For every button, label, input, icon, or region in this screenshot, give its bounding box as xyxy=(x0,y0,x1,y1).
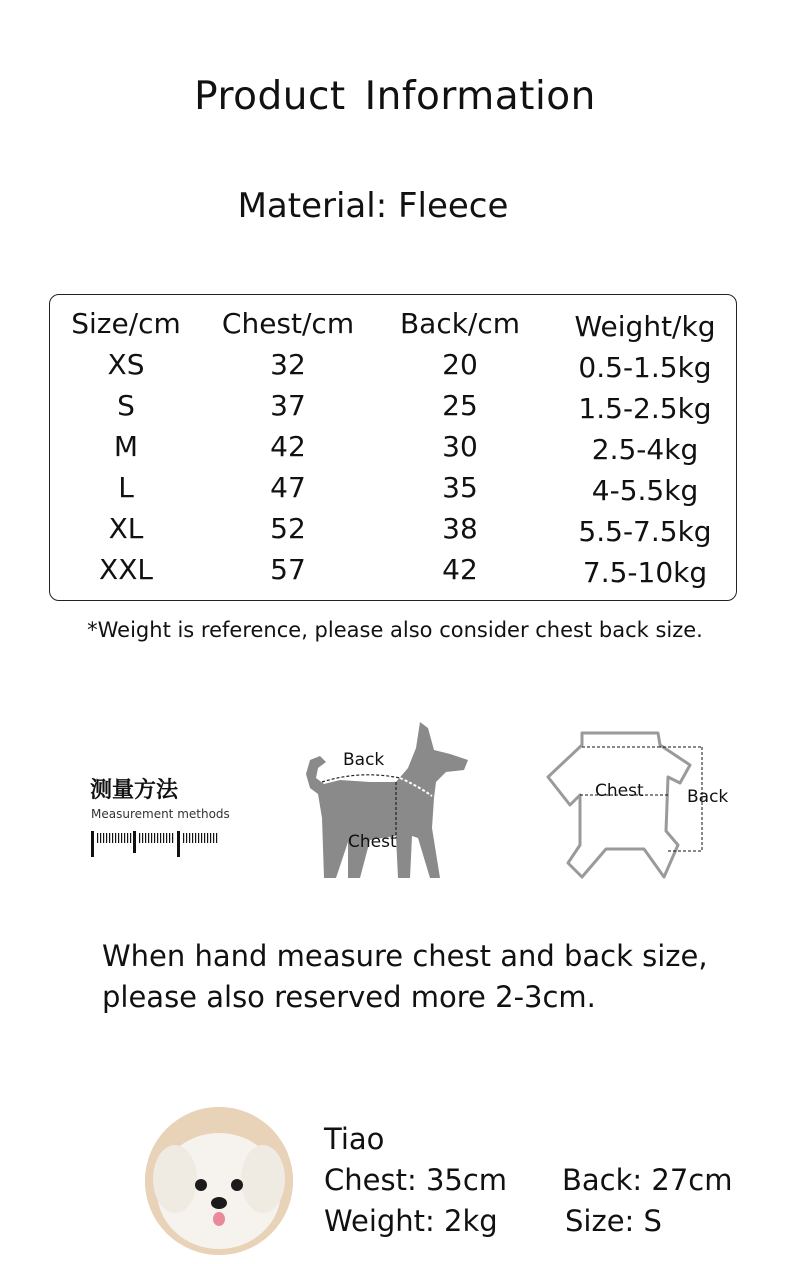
measurement-title-zh: 测量方法 xyxy=(90,778,179,803)
cell-chest: 57 xyxy=(270,553,306,586)
cell-weight: 5.5-7.5kg xyxy=(578,515,712,548)
advice-line-1: When hand measure chest and back size, xyxy=(102,939,708,973)
cell-chest: 32 xyxy=(270,348,306,381)
weight-note: *Weight is reference, please also consider chest back size. xyxy=(87,618,703,642)
dog-silhouette-icon xyxy=(300,718,475,886)
cell-size: XXL xyxy=(99,553,153,586)
size-table xyxy=(49,294,737,601)
header-chest: Chest/cm xyxy=(221,307,355,340)
cell-chest: 47 xyxy=(270,471,306,504)
cell-weight: 4-5.5kg xyxy=(591,474,699,507)
cell-back: 42 xyxy=(442,553,478,586)
advice-line-2: please also reserved more 2-3cm. xyxy=(102,980,596,1014)
cell-back: 35 xyxy=(442,471,478,504)
cell-back: 25 xyxy=(442,389,478,422)
dog-measure-diagram xyxy=(300,718,475,886)
ruler-icon xyxy=(91,831,219,857)
model-name: Tiao xyxy=(324,1122,385,1156)
cell-weight: 0.5-1.5kg xyxy=(578,351,712,384)
cell-size: L xyxy=(118,471,134,504)
dog-back-label: Back xyxy=(343,750,385,770)
page-title: Product Information xyxy=(194,74,596,119)
suit-back-label: Back xyxy=(687,787,729,807)
header-back: Back/cm xyxy=(399,307,521,340)
cell-back: 30 xyxy=(442,430,478,463)
dog-photo-icon xyxy=(145,1107,293,1255)
cell-chest: 42 xyxy=(270,430,306,463)
cell-back: 20 xyxy=(442,348,478,381)
cell-chest: 37 xyxy=(270,389,306,422)
cell-size: XL xyxy=(108,512,144,545)
measurement-title-en: Measurement methods xyxy=(91,807,230,821)
dog-chest-label: Chest xyxy=(348,832,397,852)
dog-avatar xyxy=(145,1107,293,1255)
cell-back: 38 xyxy=(442,512,478,545)
cell-weight: 1.5-2.5kg xyxy=(578,392,712,425)
cell-size: M xyxy=(113,430,139,463)
header-weight: Weight/kg xyxy=(574,310,716,343)
model-chest: Chest: 35cm xyxy=(324,1163,508,1197)
measure-advice xyxy=(102,936,742,1018)
material-text: Material: Fleece xyxy=(237,186,509,226)
cell-size: XS xyxy=(107,348,145,381)
cell-chest: 52 xyxy=(270,512,306,545)
model-size: Size: S xyxy=(565,1204,662,1238)
model-weight: Weight: 2kg xyxy=(324,1204,498,1238)
cell-weight: 2.5-4kg xyxy=(591,433,699,466)
suit-measure-diagram xyxy=(540,725,740,885)
model-back: Back: 27cm xyxy=(562,1163,733,1197)
cell-size: S xyxy=(117,389,135,422)
header-size: Size/cm xyxy=(71,307,181,340)
cell-weight: 7.5-10kg xyxy=(582,556,708,589)
suit-chest-label: Chest xyxy=(595,781,644,801)
